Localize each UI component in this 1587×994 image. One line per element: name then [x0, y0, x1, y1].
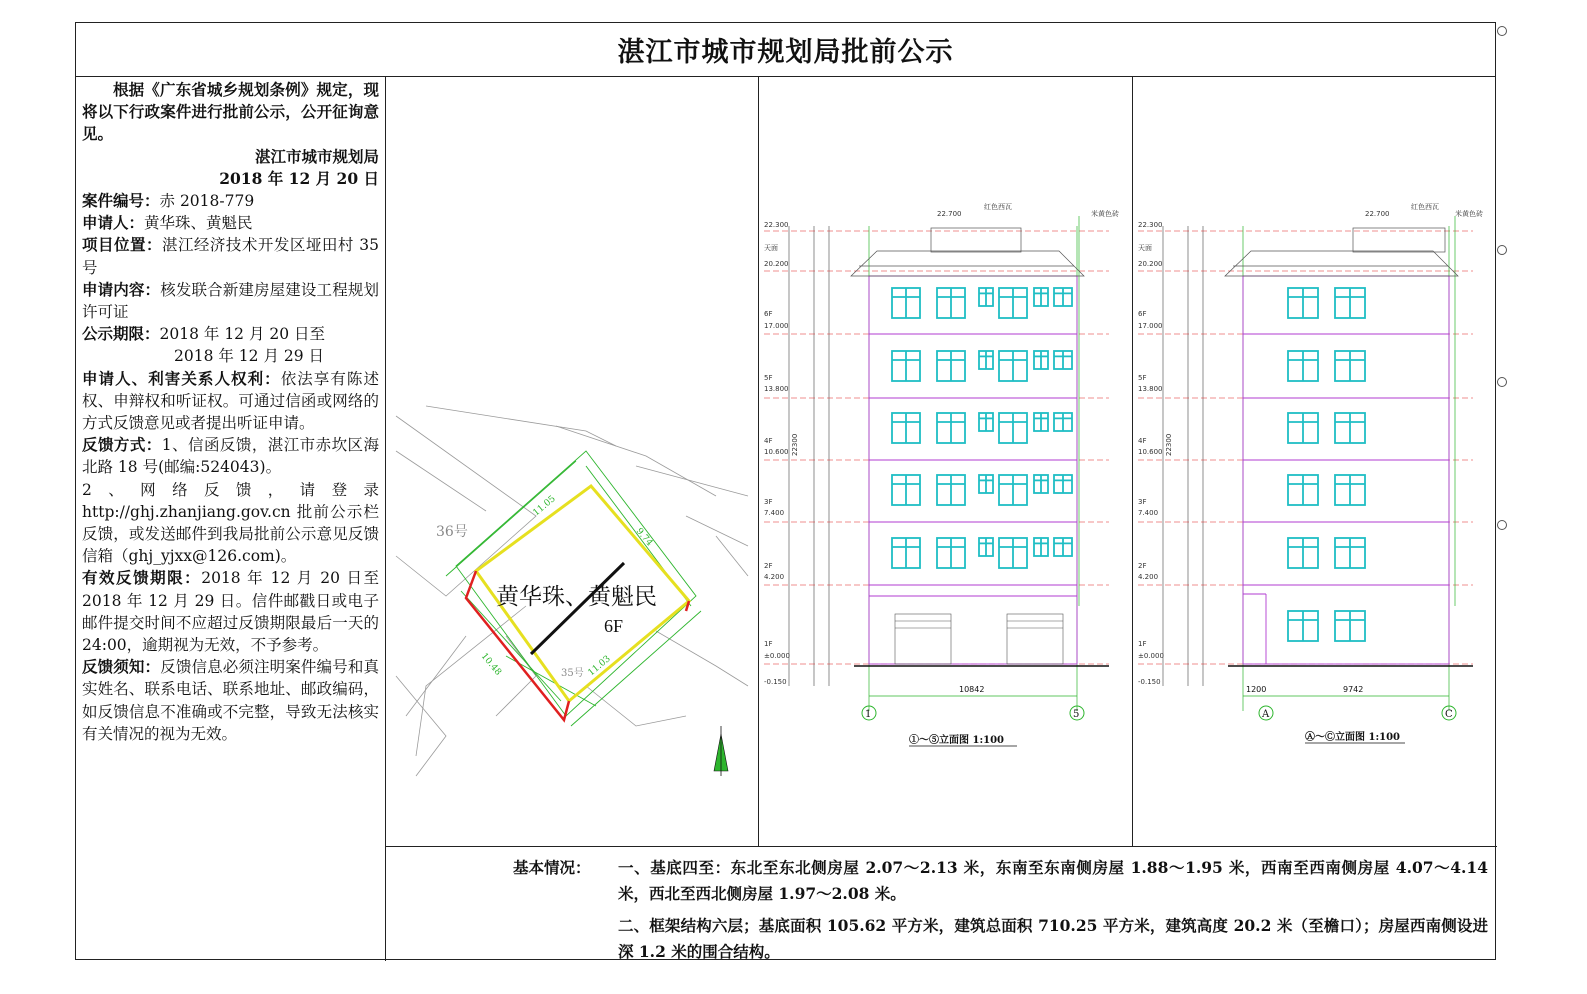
svg-text:13.800: 13.800	[1138, 385, 1163, 393]
svg-text:17.000: 17.000	[764, 322, 789, 330]
elevation-2-drawing	[1133, 76, 1497, 846]
info-body	[618, 855, 1488, 971]
svg-text:4.200: 4.200	[764, 573, 785, 581]
svg-text:1F: 1F	[1138, 640, 1147, 648]
north-arrow-icon	[714, 726, 728, 776]
top-level-label: 22.700	[937, 210, 962, 218]
elevation-1-panel	[759, 76, 1133, 846]
svg-text:6F: 6F	[764, 310, 773, 318]
level-labels-2	[1138, 221, 1164, 686]
notice-period: 公示期限：2018 年 12 月 20 日至	[82, 324, 326, 344]
info-line-1: 一、基底四至：东北至东北侧房屋 2.07～2.13 米，东南至东南侧房屋 1.88～1.95 米，西南至西南侧房屋 4.07～4.14 米，西北至西北侧房屋 1.97～2.08 米。	[618, 858, 1488, 903]
notice-text-column	[76, 76, 386, 961]
axis-a: A	[1262, 709, 1270, 720]
svg-text:13.800: 13.800	[764, 385, 789, 393]
svg-text:4F: 4F	[1138, 437, 1147, 445]
site-owner-label: 黄华珠、黄魁民	[496, 584, 657, 609]
width-dim: 10842	[959, 685, 985, 694]
wall-note-2: 米黄色砖	[1455, 210, 1483, 218]
roof-shape	[851, 228, 1084, 276]
svg-text:天面: 天面	[1138, 244, 1152, 252]
svg-text:6F: 6F	[1138, 310, 1147, 318]
svg-text:4F: 4F	[764, 437, 773, 445]
level-labels	[764, 221, 790, 686]
svg-text:-0.150: -0.150	[764, 678, 787, 686]
applicant: 申请人：黄华珠、黄魁民	[82, 213, 253, 233]
edge-mark-icon	[1497, 377, 1507, 387]
feedback-notice: 反馈须知：反馈信息必须注明案件编号和真实姓名、联系电话、联系地址、邮政编码，如反馈信息不准确或不完整，导致无法核实有关情况的视为无效。	[82, 657, 379, 743]
edge-mark-icon	[1497, 520, 1507, 530]
case-number: 案件编号：赤 2018-779	[82, 191, 255, 211]
basic-info	[386, 846, 1497, 961]
notice-period-end: 2018 年 12 月 29 日	[174, 347, 325, 366]
info-label: 基本情况：	[513, 858, 591, 877]
axis-left: 1	[865, 709, 872, 720]
site-plan-panel	[386, 76, 759, 846]
svg-text:-0.150: -0.150	[1138, 678, 1161, 686]
feedback-online: 2、网络反馈，请登录 http://ghj.zhanjiang.gov.cn 批前公示栏反馈，或发送邮件到我局批前公示意见反馈信箱（ghj_yjxx@126.com)。	[82, 480, 379, 566]
elevation-2-panel	[1133, 76, 1497, 846]
svg-text:2F: 2F	[1138, 562, 1147, 570]
lot-35-label: 35号	[561, 668, 584, 679]
roof-note: 红色西瓦	[984, 203, 1012, 211]
svg-text:10.600: 10.600	[1138, 448, 1163, 456]
rights: 申请人、利害关系人权利：依法享有陈述权、申辩权和听证权。可通过信函或网络的方式反馈意见或者提出听证申请。	[82, 368, 379, 433]
svg-text:2F: 2F	[764, 562, 773, 570]
elevation-1-drawing	[759, 76, 1132, 846]
dim-top: 11.05	[531, 494, 558, 519]
total-height-dim: 22300	[791, 433, 799, 456]
drawings-area	[386, 76, 1497, 847]
svg-text:7.400: 7.400	[764, 509, 785, 517]
width-dim-b: 9742	[1343, 685, 1364, 694]
project-location: 项目位置：湛江经济技术开发区垭田村 35 号	[82, 235, 379, 277]
wall-note: 米黄色砖	[1091, 210, 1119, 218]
dim-left: 10.48	[478, 651, 503, 678]
width-dim-a: 1200	[1246, 685, 1267, 694]
dim-bottom: 11.03	[586, 654, 613, 679]
roof-note-2: 红色西瓦	[1411, 203, 1439, 211]
axis-right: 5	[1073, 709, 1080, 720]
total-height-dim-2: 22300	[1165, 433, 1173, 456]
svg-text:4.200: 4.200	[1138, 573, 1159, 581]
site-floors-label: 6F	[604, 616, 624, 636]
svg-text:7.400: 7.400	[1138, 509, 1159, 517]
svg-text:5F: 5F	[1138, 374, 1147, 382]
edge-mark-icon	[1497, 26, 1507, 36]
svg-text:5F: 5F	[764, 374, 773, 382]
elevation-1-caption: ①～⑤立面图 1:100	[909, 735, 1005, 746]
svg-text:1F: 1F	[764, 640, 773, 648]
application-content: 申请内容：核发联合新建房屋建设工程规划许可证	[82, 279, 379, 322]
feedback-deadline: 有效反馈期限：2018 年 12 月 20 日至 2018 年 12 月 29 日。信件邮戳日或电子邮件提交时间不应超过反馈期限最后一天的 24:00，逾期视为无效，不予参考。	[82, 568, 379, 655]
axis-c: C	[1445, 709, 1453, 720]
edge-mark-icon	[1497, 245, 1507, 255]
page-title: 湛江市城市规划局批前公示	[617, 37, 954, 68]
info-line-2: 二、框架结构六层；基底面积 105.62 平方米，建筑总面积 710.25 平方米，建筑高度 20.2 米（至檐口）；房屋西南侧设进深 1.2 米的围合结构。	[618, 916, 1488, 961]
top-level-label-2: 22.700	[1365, 210, 1390, 218]
svg-text:17.000: 17.000	[1138, 322, 1163, 330]
svg-text:22.300: 22.300	[764, 221, 789, 229]
svg-text:天面: 天面	[764, 244, 778, 252]
svg-text:±0.000: ±0.000	[764, 652, 790, 660]
feedback-method: 反馈方式：1、信函反馈，湛江市赤坎区海北路 18 号(邮编:524043)。	[82, 435, 379, 477]
site-plan-drawing	[386, 76, 758, 846]
svg-text:3F: 3F	[1138, 498, 1147, 506]
svg-text:10.600: 10.600	[764, 448, 789, 456]
svg-text:22.300: 22.300	[1138, 221, 1163, 229]
svg-text:3F: 3F	[764, 498, 773, 506]
intro-text: 根据《广东省城乡规划条例》规定，现将以下行政案件进行批前公示，公开征询意见。	[82, 80, 379, 144]
org-name: 湛江市城市规划局	[254, 146, 379, 166]
title-row	[76, 23, 1495, 77]
elevation-2-caption: Ⓐ～Ⓒ立面图 1:100	[1305, 732, 1401, 743]
lot-36-label: 36号	[436, 524, 468, 540]
svg-text:20.200: 20.200	[764, 260, 789, 268]
svg-text:20.200: 20.200	[1138, 260, 1163, 268]
dim-right: 9.74	[633, 526, 655, 549]
notice-frame	[75, 22, 1496, 960]
notice-date: 2018 年 12 月 20 日	[219, 168, 379, 188]
svg-text:±0.000: ±0.000	[1138, 652, 1164, 660]
